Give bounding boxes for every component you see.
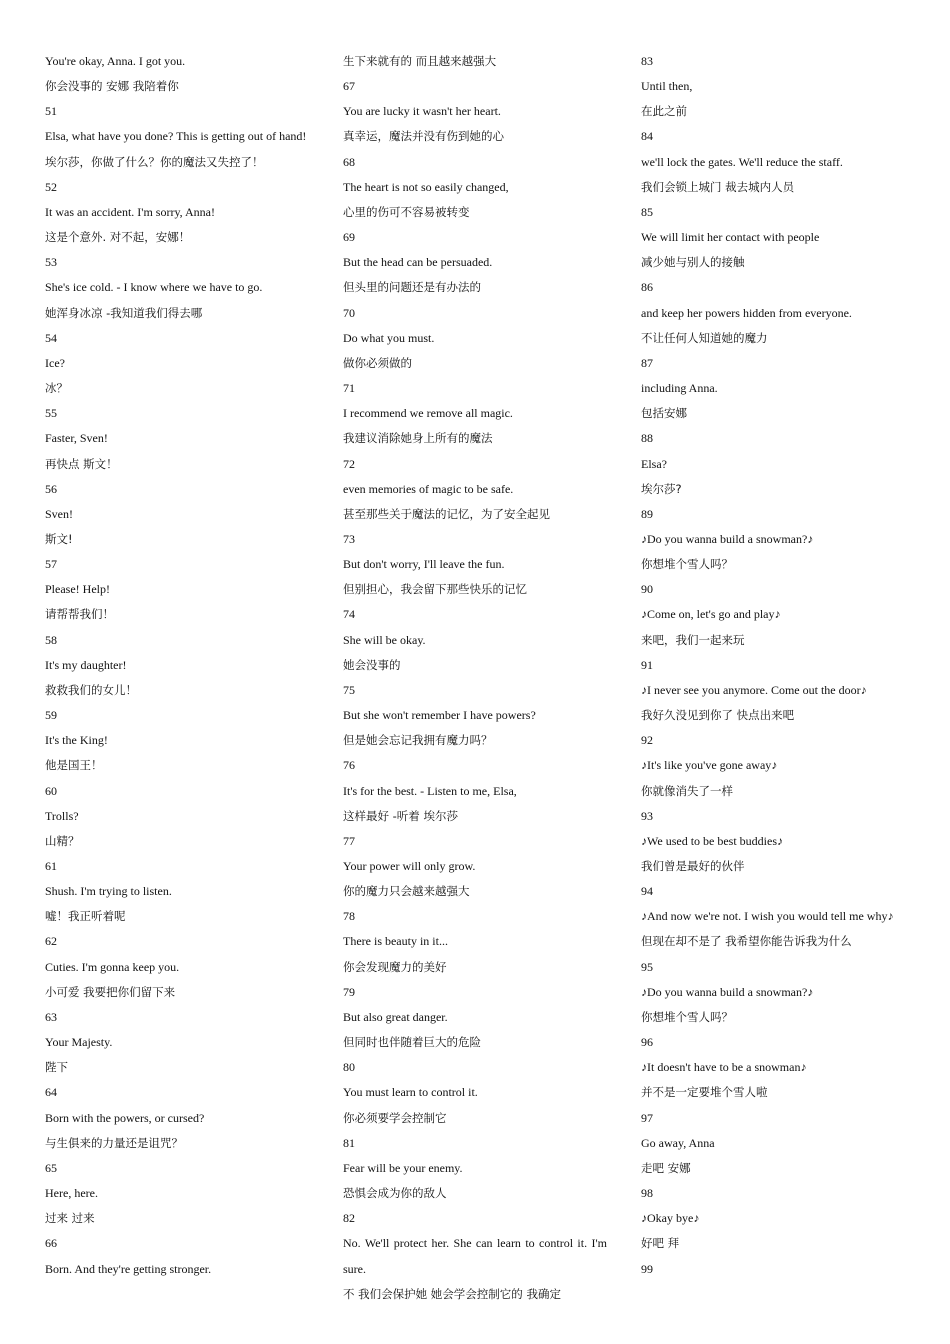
chinese-subtitle-line: 我们会锁上城门 裁去城内人员 xyxy=(641,179,795,194)
line-number: 54 xyxy=(45,330,57,345)
english-subtitle-line: It's my daughter! xyxy=(45,657,127,672)
column-1 xyxy=(45,49,309,1282)
chinese-subtitle-line: 做你必须做的 xyxy=(343,355,412,370)
chinese-subtitle-line: 请帮帮我们！ xyxy=(45,607,114,622)
english-subtitle-line: I recommend we remove all magic. xyxy=(343,406,513,421)
line-number: 78 xyxy=(343,909,355,924)
english-subtitle-line: including Anna. xyxy=(641,381,718,396)
column-2 xyxy=(343,49,607,1307)
english-subtitle-line: No. We'll protect her. She can learn to control it. I'm sure. xyxy=(343,1236,607,1276)
chinese-subtitle-line: 我好久没见到你了 快点出来吧 xyxy=(641,708,795,723)
line-number: 92 xyxy=(641,733,653,748)
chinese-subtitle-line: 但同时也伴随着巨大的危险 xyxy=(343,1035,481,1050)
chinese-subtitle-line: 甚至那些关于魔法的记忆，为了安全起见 xyxy=(343,506,550,521)
chinese-subtitle-line: 心里的伤可不容易被转变 xyxy=(343,204,470,219)
english-subtitle-line: Trolls? xyxy=(45,808,79,823)
line-number: 79 xyxy=(343,984,355,999)
chinese-subtitle-line: 你想堆个雪人吗？ xyxy=(641,557,733,572)
chinese-subtitle-line: 不 我们会保护她 她会学会控制它的 我确定 xyxy=(343,1286,561,1301)
chinese-subtitle-line: 在此之前 xyxy=(641,104,687,119)
line-number: 74 xyxy=(343,607,355,622)
chinese-subtitle-line: 你会发现魔力的美好 xyxy=(343,959,447,974)
english-subtitle-line: But the head can be persuaded. xyxy=(343,255,493,270)
english-subtitle-line: ♪Okay bye♪ xyxy=(641,1211,700,1226)
line-number: 57 xyxy=(45,557,57,572)
line-number: 69 xyxy=(343,230,355,245)
chinese-subtitle-line: 埃尔莎? xyxy=(641,481,682,496)
english-subtitle-line: It's for the best. - Listen to me, Elsa, xyxy=(343,783,517,798)
english-subtitle-line: We will limit her contact with people xyxy=(641,230,820,245)
line-number: 77 xyxy=(343,833,355,848)
line-number: 84 xyxy=(641,129,653,144)
chinese-subtitle-line: 这样最好 -听着 埃尔莎 xyxy=(343,808,458,823)
english-subtitle-line: But also great danger. xyxy=(343,1009,448,1024)
english-subtitle-line: You must learn to control it. xyxy=(343,1085,478,1100)
chinese-subtitle-line: 恐惧会成为你的敌人 xyxy=(343,1186,447,1201)
line-number: 70 xyxy=(343,305,355,320)
chinese-subtitle-line: 与生俱来的力量还是诅咒？ xyxy=(45,1135,183,1150)
line-number: 76 xyxy=(343,758,355,773)
line-number: 72 xyxy=(343,456,355,471)
line-number: 65 xyxy=(45,1160,57,1175)
english-subtitle-line: Elsa, what have you done? This is getting out of hand! xyxy=(45,129,307,144)
chinese-subtitle-line: 你想堆个雪人吗？ xyxy=(641,1009,733,1024)
chinese-subtitle-line: 你就像消失了一样 xyxy=(641,783,733,798)
chinese-subtitle-line: 这是个意外. 对不起，安娜！ xyxy=(45,230,191,245)
english-subtitle-line: But she won't remember I have powers? xyxy=(343,708,536,723)
line-number: 97 xyxy=(641,1110,653,1125)
line-number: 86 xyxy=(641,280,653,295)
line-number: 91 xyxy=(641,657,653,672)
chinese-subtitle-line: 但别担心，我会留下那些快乐的记忆 xyxy=(343,582,527,597)
line-number: 61 xyxy=(45,859,57,873)
chinese-subtitle-line: 但是她会忘记我拥有魔力吗？ xyxy=(343,733,493,748)
line-number: 68 xyxy=(343,154,355,169)
column-3 xyxy=(641,49,905,1282)
line-number: 83 xyxy=(641,54,653,68)
english-subtitle-line: Cuties. I'm gonna keep you. xyxy=(45,959,180,974)
chinese-subtitle-line: 真幸运，魔法并没有伤到她的心 xyxy=(343,129,504,144)
line-number: 94 xyxy=(641,884,653,899)
line-number: 99 xyxy=(641,1261,653,1276)
english-subtitle-line: and keep her powers hidden from everyone. xyxy=(641,305,852,320)
english-subtitle-line: Ice? xyxy=(45,355,65,370)
chinese-subtitle-line: 埃尔莎，你做了什么？你的魔法又失控了！ xyxy=(45,154,264,169)
english-subtitle-line: Shush. I'm trying to listen. xyxy=(45,884,172,899)
chinese-subtitle-line: 好吧 拜 xyxy=(641,1236,680,1251)
english-subtitle-line: Here, here. xyxy=(45,1186,98,1201)
line-number: 52 xyxy=(45,179,57,194)
line-number: 89 xyxy=(641,506,653,521)
line-number: 55 xyxy=(45,406,57,421)
english-subtitle-line: Sven! xyxy=(45,506,73,521)
chinese-subtitle-line: 来吧，我们一起来玩 xyxy=(641,632,745,647)
chinese-subtitle-line: 不让任何人知道她的魔力 xyxy=(641,330,768,345)
chinese-subtitle-line: 再快点 斯文！ xyxy=(45,456,118,471)
line-number: 62 xyxy=(45,934,57,949)
english-subtitle-line: ♪It doesn't have to be a snowman♪ xyxy=(641,1060,807,1075)
english-subtitle-line: ♪Come on, let's go and play♪ xyxy=(641,607,781,622)
line-number: 67 xyxy=(343,79,355,94)
english-subtitle-line: ♪And now we're not. I wish you would tell me why♪ xyxy=(641,909,894,924)
chinese-subtitle-line: 山精？ xyxy=(45,833,80,848)
chinese-subtitle-line: 她会没事的 xyxy=(343,657,401,672)
chinese-subtitle-line: 冰？ xyxy=(45,381,68,396)
english-subtitle-line: The heart is not so easily changed, xyxy=(343,179,509,194)
english-subtitle-line: Do what you must. xyxy=(343,330,435,345)
english-subtitle-line: She's ice cold. - I know where we have to go. xyxy=(45,280,263,295)
chinese-subtitle-line: 他是国王！ xyxy=(45,758,103,773)
chinese-subtitle-line: 减少她与别人的接触 xyxy=(641,255,745,270)
line-number: 60 xyxy=(45,783,57,798)
chinese-subtitle-line: 但头里的问题还是有办法的 xyxy=(343,280,481,295)
chinese-subtitle-line: 并不是一定要堆个雪人啦 xyxy=(641,1085,768,1100)
english-subtitle-line: It was an accident. I'm sorry, Anna! xyxy=(45,204,215,219)
chinese-subtitle-line: 救救我们的女儿！ xyxy=(45,682,137,697)
english-subtitle-line: Your Majesty. xyxy=(45,1035,113,1050)
english-subtitle-line: Elsa? xyxy=(641,456,667,471)
english-subtitle-line: we'll lock the gates. We'll reduce the staff. xyxy=(641,154,843,169)
line-number: 98 xyxy=(641,1186,653,1201)
chinese-subtitle-line: 斯文! xyxy=(45,531,73,546)
line-number: 88 xyxy=(641,431,653,446)
chinese-subtitle-line: 你的魔力只会越来越强大 xyxy=(343,884,470,899)
english-subtitle-line: You are lucky it wasn't her heart. xyxy=(343,104,501,119)
english-subtitle-line: ♪It's like you've gone away♪ xyxy=(641,758,778,773)
english-subtitle-line: Please! Help! xyxy=(45,582,110,597)
english-subtitle-line: There is beauty in it... xyxy=(343,934,448,949)
line-number: 53 xyxy=(45,255,57,270)
line-number: 90 xyxy=(641,582,653,597)
chinese-subtitle-line: 嘘！我正听着呢 xyxy=(45,909,126,924)
chinese-subtitle-line: 我建议消除她身上所有的魔法 xyxy=(343,431,493,446)
line-number: 93 xyxy=(641,808,653,823)
chinese-subtitle-line: 走吧 安娜 xyxy=(641,1160,691,1175)
chinese-subtitle-line: 她浑身冰凉 -我知道我们得去哪 xyxy=(45,305,203,320)
line-number: 51 xyxy=(45,104,57,119)
line-number: 73 xyxy=(343,531,355,546)
line-number: 56 xyxy=(45,481,57,496)
english-subtitle-line: Until then, xyxy=(641,79,693,94)
line-number: 82 xyxy=(343,1211,355,1226)
english-subtitle-line: But don't worry, I'll leave the fun. xyxy=(343,557,505,572)
english-subtitle-line: She will be okay. xyxy=(343,632,426,647)
english-subtitle-line: ♪We used to be best buddies♪ xyxy=(641,833,784,848)
english-subtitle-line: Born. And they're getting stronger. xyxy=(45,1261,212,1276)
chinese-subtitle-line: 我们曾是最好的伙伴 xyxy=(641,859,745,873)
english-subtitle-line: ♪Do you wanna build a snowman?♪ xyxy=(641,984,814,999)
english-subtitle-line: ♪Do you wanna build a snowman?♪ xyxy=(641,531,814,546)
chinese-subtitle-line: 过来 过来 xyxy=(45,1211,95,1226)
line-number: 75 xyxy=(343,682,355,697)
line-number: 87 xyxy=(641,355,653,370)
english-subtitle-line: ♪I never see you anymore. Come out the door♪ xyxy=(641,682,867,697)
line-number: 71 xyxy=(343,381,355,396)
chinese-subtitle-line: 但现在却不是了 我希望你能告诉我为什么 xyxy=(641,934,852,949)
chinese-subtitle-line: 你会没事的 安娜 我陪着你 xyxy=(45,79,179,94)
line-number: 96 xyxy=(641,1035,653,1050)
line-number: 66 xyxy=(45,1236,57,1251)
line-number: 63 xyxy=(45,1009,57,1024)
english-subtitle-line: Born with the powers, or cursed? xyxy=(45,1110,205,1125)
line-number: 58 xyxy=(45,632,57,647)
line-number: 95 xyxy=(641,959,653,974)
line-number: 80 xyxy=(343,1060,355,1075)
english-subtitle-line: Faster, Sven! xyxy=(45,431,108,446)
english-subtitle-line: Go away, Anna xyxy=(641,1135,715,1150)
line-number: 59 xyxy=(45,708,57,723)
english-subtitle-line: Your power will only grow. xyxy=(343,859,476,873)
english-subtitle-line: It's the King! xyxy=(45,733,108,748)
english-subtitle-line: You're okay, Anna. I got you. xyxy=(45,54,186,68)
chinese-subtitle-line: 小可爱 我要把你们留下来 xyxy=(45,984,176,999)
chinese-subtitle-line: 陛下 xyxy=(45,1060,68,1075)
line-number: 85 xyxy=(641,204,653,219)
chinese-subtitle-line: 包括安娜 xyxy=(641,406,687,421)
english-subtitle-line: Fear will be your enemy. xyxy=(343,1160,463,1175)
chinese-subtitle-line: 生下来就有的 而且越来越强大 xyxy=(343,54,497,68)
line-number: 64 xyxy=(45,1085,57,1100)
chinese-subtitle-line: 你必须要学会控制它 xyxy=(343,1110,447,1125)
line-number: 81 xyxy=(343,1135,355,1150)
english-subtitle-line: even memories of magic to be safe. xyxy=(343,481,514,496)
